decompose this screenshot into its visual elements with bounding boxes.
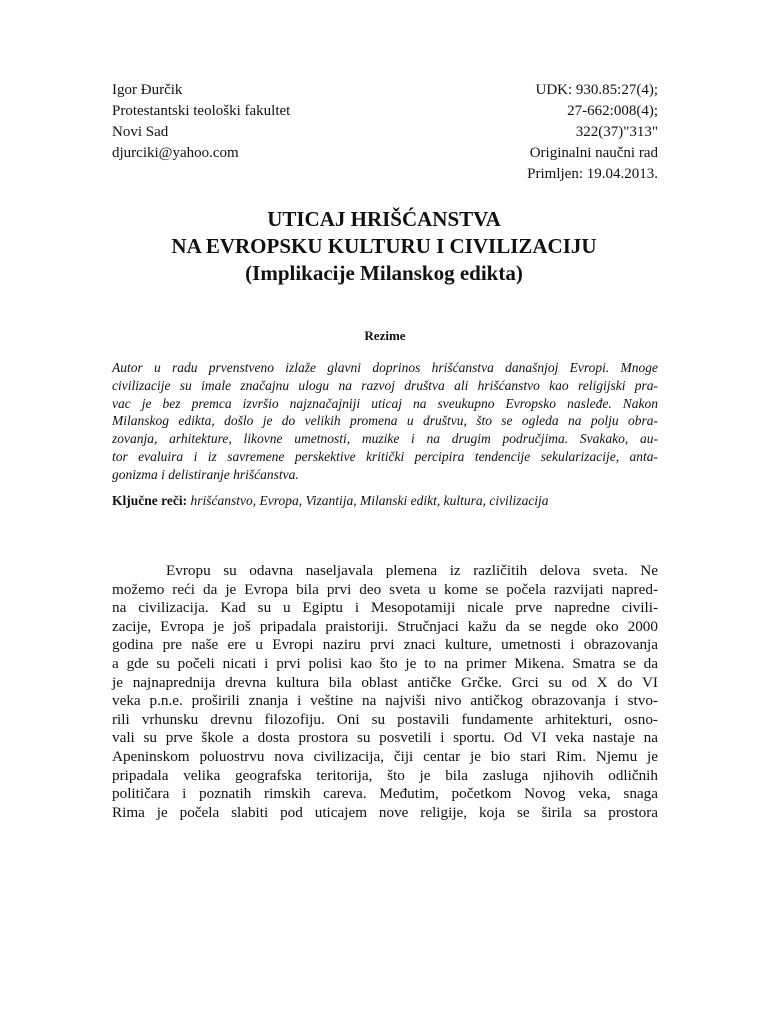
abstract-line: Milanskog edikta, došlo je do velikih promena u društvu, što se ogleda na polju obra- <box>112 413 658 429</box>
body-line: godina pre naše ere u Evropi naziru prvi znaci kulture, umetnosti i obrazovanja <box>112 636 658 654</box>
author-email: djurciki@yahoo.com <box>112 145 239 161</box>
abstract-line: Autor u radu prvenstveno izlaže glavni doprinos hrišćanstva današnjoj Evropi. Mnoge <box>112 360 658 375</box>
article-type: Originalni naučni rad <box>529 145 658 161</box>
title-line-2: NA EVROPSKU KULTURU I CIVILIZACIJU <box>171 234 597 258</box>
abstract-line: gonizma i delistiranje hrišćanstva. <box>112 466 299 482</box>
body-line: a gde su počeli nicati i prvi polisi kao što je to na primer Mikena. Smatra se da <box>112 654 658 672</box>
article-header <box>112 80 658 180</box>
body-line: političara i poznatih rimskih careva. Međutim, početkom Novog veka, snaga <box>112 785 658 803</box>
author-info <box>112 80 412 164</box>
title-line-3: (Implikacije Milanskog edikta) <box>245 261 523 285</box>
title-line-1: UTICAJ HRIŠĆANSTVA <box>267 207 501 231</box>
body-line: možemo reći da je Evropa bila prvi deo sveta u kome se počela razvijati napred- <box>112 580 658 598</box>
body-paragraph <box>112 562 658 822</box>
body-line: Apeninskom poluostrvu nova civilizacija, čiji centar je bio stari Rim. Njemu je <box>112 747 658 765</box>
keywords <box>112 492 658 510</box>
abstract-text <box>112 359 658 484</box>
body-line: veka p.n.e. proširili znanja i veštine na najviši nivo antičkog obrazovanja i stvo- <box>112 692 658 710</box>
received-date: Primljen: 19.04.2013. <box>527 166 658 182</box>
body-line: vali su prve škole a dosta prostora su posvetili i sportu. Od VI veka nastaje na <box>112 729 658 747</box>
body-line: na civilizacija. Kad su u Egiptu i Mesopotamiji nicale prve napredne civili- <box>112 599 658 617</box>
body-line: Evropu su odavna naseljavala plemena iz različitih delova sveta. Ne <box>166 562 658 579</box>
author-name: Igor Đurčik <box>112 82 183 98</box>
abstract-line: civilizacije su imale značajnu ulogu na razvoj društva ali hrišćanstvo kao religijski pra- <box>112 377 658 393</box>
udk-code-1: UDK: 930.85:27(4); <box>535 82 658 98</box>
abstract-line: tor evaluira i iz savremene perskektive kritički percipira tendencije sekularizacije, anta- <box>112 448 658 464</box>
abstract-line: zovanja, arhitekture, likovne umetnosti, muzike i na drugim područjima. Svakako, au- <box>112 431 658 447</box>
abstract-line: vac je bez premca izvršio najznačajniji uticaj na sveukupno Evropsko nasleđe. Nakon <box>112 395 658 411</box>
body-line: pripadala velika geografska teritorija, što je bila zasluga njihovih odličnih <box>112 766 658 784</box>
udk-code-2: 27-662:008(4); <box>567 103 658 119</box>
udk-code-3: 322(37)"313" <box>575 124 658 140</box>
abstract-heading: Rezime <box>364 328 406 343</box>
body-line: je najnaprednija drevna kultura bila oblast antičke Grčke. Grci su od X do VI <box>112 673 658 691</box>
author-institution: Protestantski teološki fakultet <box>112 103 291 119</box>
author-city: Novi Sad <box>112 124 169 140</box>
keywords-label: Ključne reči: <box>112 493 188 508</box>
article-metadata <box>398 80 658 185</box>
body-line: rili vrhunsku drevnu filozofiju. Oni su postavili fundamente arhitekturi, osno- <box>112 710 658 728</box>
article-title <box>60 206 708 287</box>
body-line: zacije, Evropa je još pripadala praistoriji. Stručnjaci kažu da se negde oko 2000 <box>112 617 658 635</box>
keywords-list: hrišćanstvo, Evropa, Vizantija, Milanski edikt, kultura, civilizacija <box>187 493 549 508</box>
body-line: Rima je počela slabiti pod uticajem nove religije, koja se širila sa prostora <box>112 803 658 821</box>
